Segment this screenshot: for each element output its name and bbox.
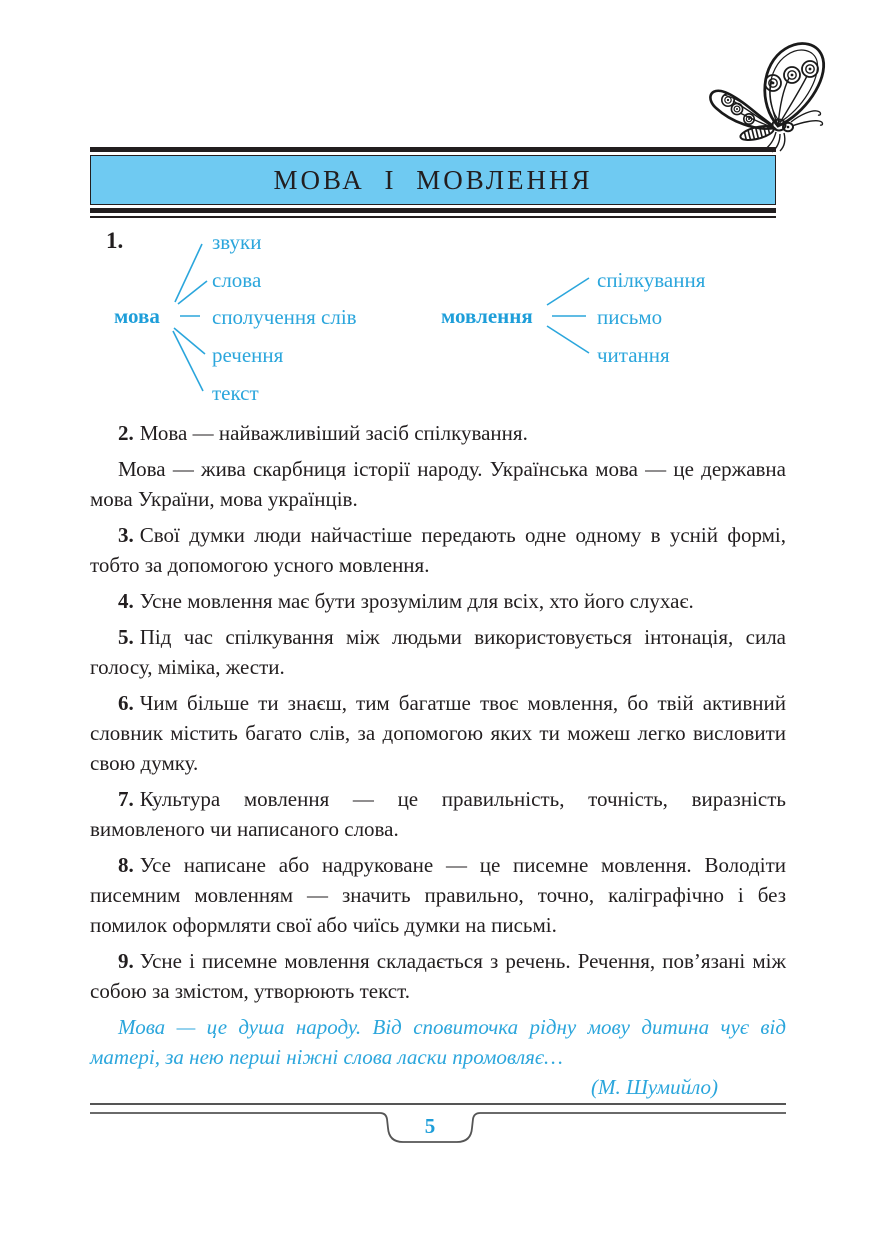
paragraph-4 bbox=[90, 586, 786, 616]
page-footer bbox=[90, 1102, 786, 1152]
paragraph-text: Усне і писемне мовлення складається з речень. Речення, пов’язані між собою за змістом, утворюють текст. bbox=[90, 949, 786, 1003]
paragraph-9 bbox=[90, 946, 786, 1006]
paragraph-3 bbox=[90, 520, 786, 580]
paragraph-number: 3. bbox=[118, 523, 134, 547]
banner-top-rule bbox=[90, 147, 776, 152]
paragraph-5 bbox=[90, 622, 786, 682]
paragraph-number: 2. bbox=[118, 421, 134, 445]
paragraph-number: 5. bbox=[118, 625, 134, 649]
diagram-item-spilkuvannia: спілкування bbox=[597, 268, 706, 292]
paragraph-number: 6. bbox=[118, 691, 134, 715]
page-number: 5 bbox=[424, 1114, 436, 1138]
diagram-item-zvuky: звуки bbox=[212, 230, 262, 254]
epigraph-quote: Мова — це душа народу. Від сповиточка рідну мову дитина чує від матері, за нею перші ніжні слова ласки промовляє… bbox=[90, 1015, 786, 1069]
diagram-item-tekst: текст bbox=[212, 381, 259, 405]
paragraph-text: Усне мовлення має бути зрозумілим для всіх, хто його слухає. bbox=[139, 589, 694, 613]
banner-bottom-rule bbox=[90, 208, 776, 213]
diagram-connector-lines bbox=[90, 228, 786, 406]
paragraph-text: Мова — жива скарбниця історії народу. Українська мова — це державна мова України, мова українців. bbox=[90, 457, 786, 511]
diagram-root-movlennia: мовлення bbox=[441, 304, 533, 328]
paragraph-text: Чим більше ти знаєш, тим багатше твоє мовлення, бо твій активний словник містить багато слів, за допомогою яких ти можеш легко висловити свою думку. bbox=[90, 691, 786, 775]
paragraph-8 bbox=[90, 850, 786, 940]
paragraph-number: 9. bbox=[118, 949, 134, 973]
diagram-item-spoluchennia: сполучення слів bbox=[212, 305, 357, 329]
paragraph-2 bbox=[90, 418, 786, 448]
chapter-banner bbox=[90, 147, 776, 218]
paragraph-7 bbox=[90, 784, 786, 844]
paragraph-text: Під час спілкування між людьми використовується інтонація, сила голосу, міміка, жести. bbox=[90, 625, 786, 679]
paragraph-text: Мова — найважливіший засіб спілкування. bbox=[139, 421, 528, 445]
banner-bottom-thin-rule bbox=[90, 216, 776, 218]
paragraph-text: Усе написане або надруковане — це писемне мовлення. Володіти писемним мовленням — значить правильно, точно, каліграфічно і без помилок оформляти свої або чиїсь думки на письмі. bbox=[90, 853, 786, 937]
paragraph-number: 4. bbox=[118, 589, 134, 613]
diagram-item-pysmo: письмо bbox=[597, 305, 663, 329]
paragraph-text: Свої думки люди найчастіше передають одне одному в усній формі, тобто за допомогою усного мовлення. bbox=[90, 523, 786, 577]
quote-attribution: (М. Шумийло) bbox=[591, 1075, 718, 1099]
page-content bbox=[90, 228, 786, 1102]
exercise-number: 1. bbox=[106, 228, 124, 253]
paragraph-6 bbox=[90, 688, 786, 778]
paragraph-number: 8. bbox=[118, 853, 134, 877]
paragraph-text: Культура мовлення — це правильність, точність, виразність вимовленого чи написаного слова. bbox=[90, 787, 786, 841]
diagram-item-rechennia: речення bbox=[212, 343, 284, 367]
banner-band bbox=[90, 155, 776, 205]
diagram-item-chytannia: читання bbox=[597, 343, 670, 367]
chapter-title: МОВА І МОВЛЕННЯ bbox=[273, 164, 593, 195]
butterfly-illustration bbox=[700, 34, 872, 162]
exercise-1-diagram bbox=[90, 228, 786, 406]
diagram-item-slova: слова bbox=[212, 268, 262, 292]
paragraph-2-continued bbox=[90, 454, 786, 514]
diagram-root-mova: мова bbox=[114, 304, 160, 328]
paragraph-number: 7. bbox=[118, 787, 134, 811]
